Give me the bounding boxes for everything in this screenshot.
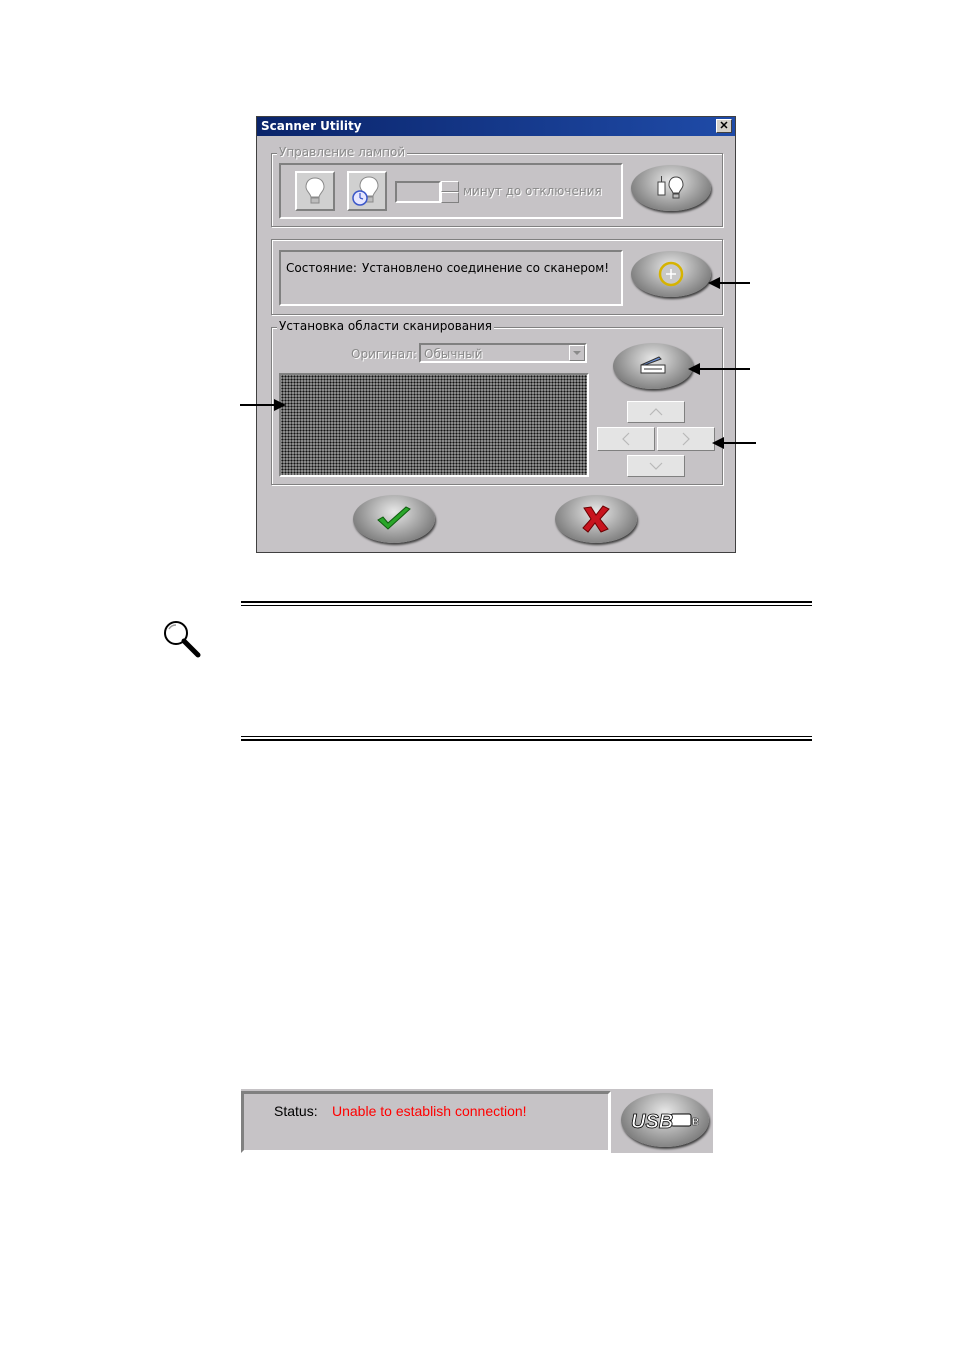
status-strip-panel xyxy=(241,1091,611,1153)
note-top-rule-thin xyxy=(241,605,812,606)
callout-arrow-preview xyxy=(240,398,286,410)
original-select-dropdown-button[interactable] xyxy=(569,345,585,361)
original-select-value: Обычный xyxy=(424,347,483,361)
arrow-left-icon xyxy=(688,363,750,375)
usb-icon xyxy=(625,1100,705,1140)
spin-down-button[interactable] xyxy=(441,192,459,203)
lightbulb-icon xyxy=(304,176,326,206)
scan-preview-area[interactable] xyxy=(279,373,589,477)
move-down-button[interactable] xyxy=(627,455,685,477)
lamp-control-legend: Управление лампой xyxy=(279,145,406,159)
close-button[interactable]: ✕ xyxy=(716,119,732,133)
window-title: Scanner Utility xyxy=(261,119,362,133)
preview-scan-button[interactable] xyxy=(613,343,693,389)
lamp-control-panel xyxy=(279,163,623,219)
status-message: Установлено соединение со сканером! xyxy=(362,261,610,275)
chevron-left-icon xyxy=(621,431,631,447)
lamp-timer-button[interactable] xyxy=(347,171,387,211)
lamp-settings-button[interactable] xyxy=(631,165,711,211)
note-bottom-rule xyxy=(241,739,812,741)
auto-off-minutes-field[interactable] xyxy=(395,181,441,203)
status-strip-message: Unable to establish connection! xyxy=(332,1103,527,1119)
callout-arrow-connect xyxy=(708,276,750,288)
original-select[interactable] xyxy=(419,343,587,363)
status-strip-label: Status: xyxy=(274,1103,318,1119)
magnifier-icon xyxy=(160,617,204,661)
minutes-until-off-label: минут до отключения xyxy=(463,184,602,198)
status-strip xyxy=(241,1089,713,1153)
svg-text:B: B xyxy=(692,1117,700,1128)
ok-button[interactable] xyxy=(353,495,435,543)
chevron-up-icon xyxy=(648,407,664,417)
lamp-switch-icon xyxy=(651,173,691,203)
status-panel xyxy=(279,250,623,306)
scan-area-legend: Установка области сканирования xyxy=(279,319,492,333)
x-icon xyxy=(579,504,613,534)
lamp-on-button[interactable] xyxy=(295,171,335,211)
move-up-button[interactable] xyxy=(627,401,685,423)
cancel-button[interactable] xyxy=(555,495,637,543)
checkmark-icon xyxy=(374,504,414,534)
lightbulb-timer-icon xyxy=(352,175,382,207)
note-top-rule xyxy=(241,601,812,603)
chevron-down-icon xyxy=(570,346,584,360)
connect-icon xyxy=(656,259,686,289)
chevron-down-icon xyxy=(648,461,664,471)
original-label: Оригинал: xyxy=(351,347,417,361)
arrow-left-icon xyxy=(712,437,756,449)
title-bar[interactable] xyxy=(257,117,735,136)
callout-arrow-move xyxy=(712,436,756,448)
move-right-button[interactable] xyxy=(657,427,715,451)
chevron-right-icon xyxy=(681,431,691,447)
arrow-left-icon xyxy=(708,277,750,289)
note-bottom-rule-thin xyxy=(241,736,812,737)
usb-logo-text: USB xyxy=(631,1111,674,1133)
status-label: Состояние: xyxy=(286,261,357,275)
scanner-utility-window xyxy=(256,116,736,553)
callout-arrow-scan xyxy=(688,362,750,374)
move-left-button[interactable] xyxy=(597,427,655,451)
spin-up-button[interactable] xyxy=(441,181,459,192)
scanner-icon xyxy=(635,354,671,378)
arrow-right-icon xyxy=(240,399,286,411)
connect-button[interactable] xyxy=(631,251,711,297)
usb-button[interactable] xyxy=(621,1093,709,1147)
